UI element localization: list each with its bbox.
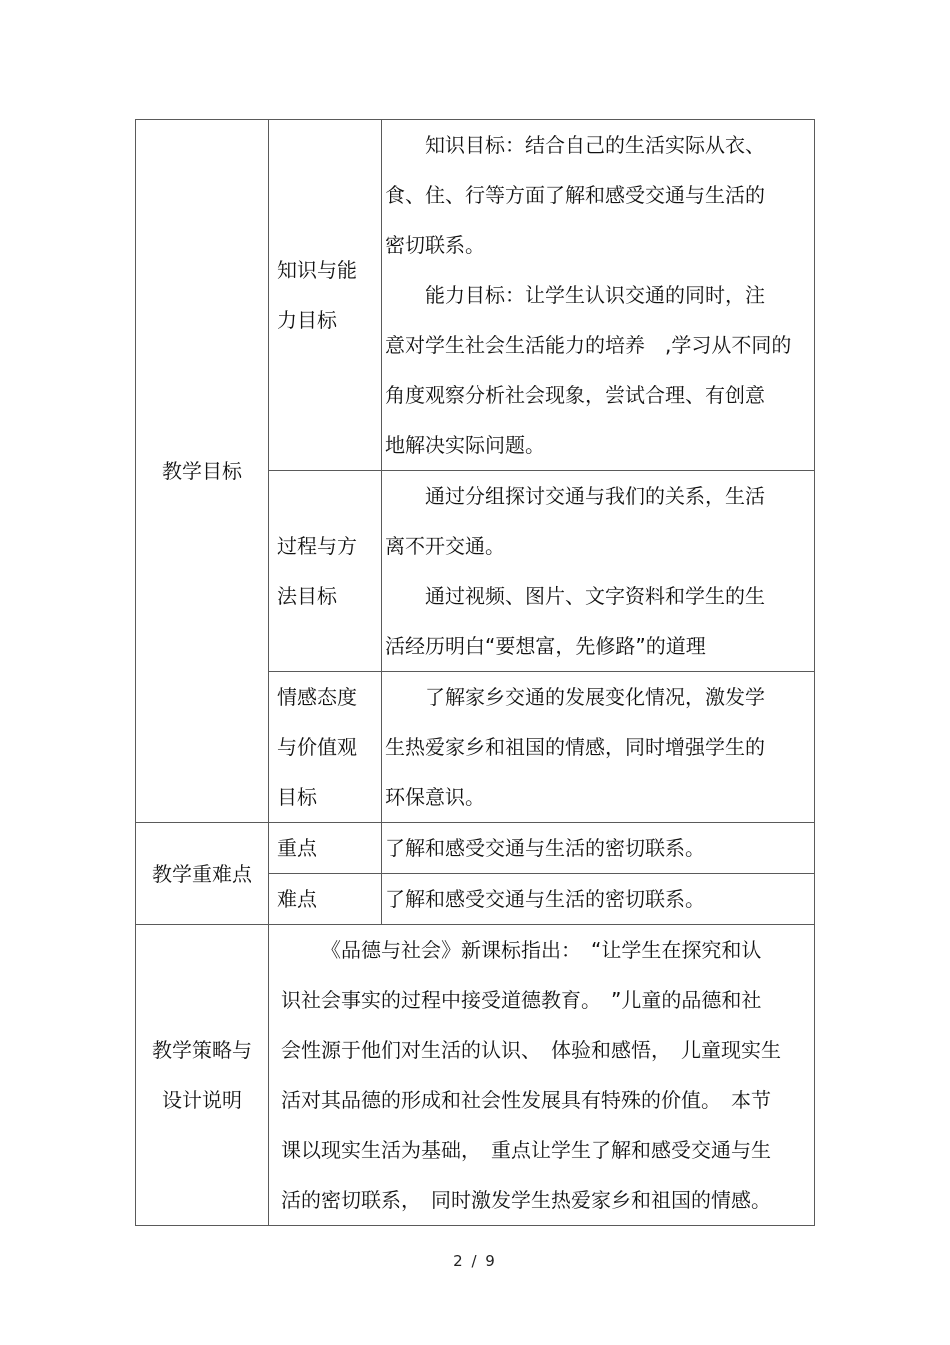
text-line: 角度观察分析社会现象，尝试合理、有创意 <box>385 383 765 407</box>
strategy-label-line: 设计说明 <box>162 1088 242 1112</box>
difficulty-label: 难点 <box>277 887 317 911</box>
row-focus <box>136 823 815 874</box>
text-line: 活的密切联系， 同时激发学生热爱家乡和祖国的情感。 <box>281 1188 771 1212</box>
knowledge-label-line: 力目标 <box>277 308 337 332</box>
text-line: 了解家乡交通的发展变化情况，激发学 <box>425 685 765 709</box>
focus-label: 重点 <box>277 836 317 860</box>
key-points-label-cell <box>136 823 269 925</box>
emotion-label-line: 与价值观 <box>277 735 357 759</box>
knowledge-content-cell <box>382 120 815 471</box>
row-knowledge-goals <box>136 120 815 471</box>
focus-content-cell <box>382 823 815 874</box>
strategy-label-line: 教学策略与 <box>152 1038 252 1062</box>
text-line: 会性源于他们对生活的认识、 体验和感悟， 儿童现实生 <box>281 1038 781 1062</box>
focus-label-cell <box>269 823 382 874</box>
emotion-label-cell <box>269 672 382 823</box>
difficulty-text: 了解和感受交通与生活的密切联系。 <box>385 887 705 911</box>
process-goal-paragraph <box>385 571 810 671</box>
text-line: 意对学生社会生活能力的培养 ,学习从不同的 <box>385 333 792 357</box>
process-content-cell <box>382 471 815 672</box>
emotion-label-line: 情感态度 <box>277 685 357 709</box>
text-line: 离不开交通。 <box>385 534 505 558</box>
focus-text: 了解和感受交通与生活的密切联系。 <box>385 836 705 860</box>
knowledge-label-cell <box>269 120 382 471</box>
difficulty-label-cell <box>269 874 382 925</box>
text-line: 地解决实际问题。 <box>385 433 545 457</box>
text-line: 通过分组探讨交通与我们的关系，生活 <box>425 484 765 508</box>
text-line: 识社会事实的过程中接受道德教育。 ”儿童的品德和社 <box>281 988 762 1012</box>
difficulty-content-cell <box>382 874 815 925</box>
emotion-goal-paragraph <box>385 672 810 822</box>
text-line: 课以现实生活为基础， 重点让学生了解和感受交通与生 <box>281 1138 771 1162</box>
strategy-label-cell <box>136 925 269 1226</box>
text-line: 能力目标：让学生认识交通的同时，注 <box>425 283 765 307</box>
text-line: 生热爱家乡和祖国的情感，同时增强学生的 <box>385 735 765 759</box>
knowledge-label-line: 知识与能 <box>277 258 357 282</box>
row-strategy <box>136 925 815 1226</box>
process-label-cell <box>269 471 382 672</box>
strategy-content-cell <box>269 925 815 1226</box>
goals-label-cell <box>136 120 269 823</box>
lesson-plan-table <box>135 119 815 1226</box>
ability-goal-paragraph <box>385 270 810 470</box>
text-line: 通过视频、图片、文字资料和学生的生 <box>425 584 765 608</box>
process-goal-paragraph <box>385 471 810 571</box>
text-line: 食、住、行等方面了解和感受交通与生活的 <box>385 183 765 207</box>
key-points-label: 教学重难点 <box>152 861 252 886</box>
text-line: 密切联系。 <box>385 233 485 257</box>
process-label-line: 法目标 <box>277 584 337 608</box>
page-number: 2 / 9 <box>453 1252 497 1270</box>
text-line: 环保意识。 <box>385 785 485 809</box>
text-line: 活经历明白“要想富，先修路”的道理 <box>385 634 706 658</box>
goals-label: 教学目标 <box>162 459 242 483</box>
process-label-line: 过程与方 <box>277 534 357 558</box>
strategy-paragraph <box>281 925 806 1225</box>
emotion-content-cell <box>382 672 815 823</box>
text-line: 《品德与社会》新课标指出： “让学生在探究和认 <box>321 938 762 962</box>
emotion-label-line: 目标 <box>277 785 317 809</box>
text-line: 活对其品德的形成和社会性发展具有特殊的价值。 本节 <box>281 1088 771 1112</box>
text-line: 知识目标：结合自己的生活实际从衣、 <box>425 133 765 157</box>
knowledge-goal-paragraph <box>385 120 810 270</box>
